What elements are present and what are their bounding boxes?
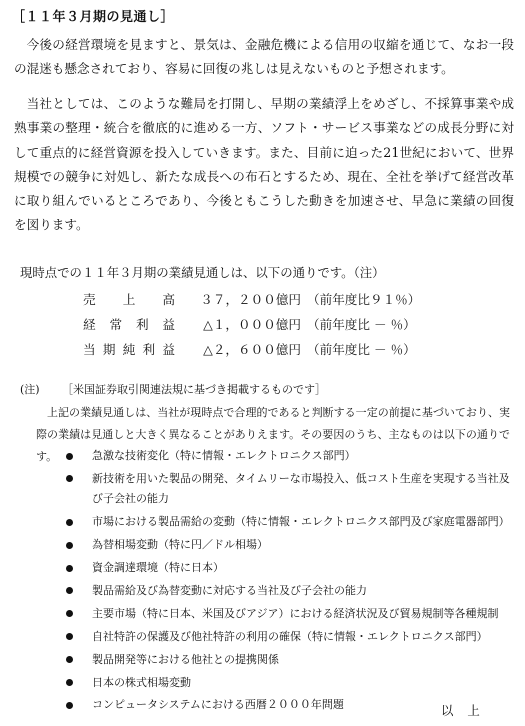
forecast-item-label: 当期純利益 — [83, 342, 175, 357]
list-item — [66, 512, 512, 533]
bullet-icon — [66, 565, 73, 572]
list-item — [66, 558, 512, 579]
bullet-icon — [66, 453, 73, 460]
note-paragraph: 上記の業績見通しは、当社が現時点で合理的であると判断する一定の前提に基づいており、実際の業績は見通しと大きく異なることがありえます。その要因のうち、主なものは以下の通りです。 — [36, 406, 510, 463]
forecast-item-label: 経常利益 — [83, 317, 175, 332]
list-item-text: 新技術を用いた製品の開発、タイムリーな市場投入、低コスト生産を実現する当社及び子会社の能力 — [92, 471, 510, 506]
bullet-icon — [66, 656, 73, 663]
forecast-item-label: 売上高 — [83, 292, 175, 307]
list-item-text: 主要市場（特に日本、米国及びアジア）における経済状況及び貿易規制等各種規制 — [92, 606, 499, 620]
note-heading — [20, 381, 326, 397]
closing-mark: 以上 — [441, 703, 494, 718]
table-row — [83, 311, 420, 336]
list-item — [66, 446, 512, 467]
forecast-table — [83, 286, 420, 361]
bullet-icon — [66, 702, 73, 709]
bullet-icon — [66, 633, 73, 640]
bullet-icon — [66, 475, 73, 482]
forecast-change: （前年度比９１％） — [307, 292, 421, 307]
forecast-change: （前年度比 － ％） — [307, 317, 416, 332]
bullet-icon — [66, 587, 73, 594]
section-heading: ［１１年３月期の見通し］ — [12, 10, 175, 25]
forecast-change: （前年度比 － ％） — [307, 342, 416, 357]
list-item-text: 製品開発等における他社との提携関係 — [92, 652, 279, 666]
table-row — [83, 336, 420, 361]
list-item — [66, 627, 512, 648]
list-item — [66, 535, 512, 556]
list-item — [66, 581, 512, 602]
list-item-text: 製品需給及び為替変動に対応する当社及び子会社の能力 — [92, 583, 367, 597]
note-marker: (注) — [20, 383, 40, 396]
forecast-value: ３７，２００億円 — [200, 292, 301, 307]
list-item-text: 市場における製品需給の変動（特に情報・エレクトロニクス部門及び家庭電器部門） — [92, 515, 510, 529]
outlook-paragraph-2: 当社としては、このような難局を打開し、早期の業績浮上をめざし、不採算事業や成熟事業の整理・統合を徹底的に進める一方、ソフト・サービス事業などの成長分野に対して重点的に経営資源を投入していきます。また、目前に迫った21世紀において、世界規模での競争に対処し、新たな成長への布石とするため、現在、全社を挙げて経営改革に取り組んでいるところであり、今後ともこうした動きを加速させ、早急に業績の回復を図ります。 — [14, 96, 514, 233]
forecast-intro: 現時点での１１年３月期の業績見通しは、以下の通りです。（注） — [20, 265, 385, 280]
note-title: ［米国証券取引関連法規に基づき掲載するものです］ — [62, 383, 326, 396]
list-item-text: 資金調達環境（特に日本） — [92, 561, 224, 575]
list-item — [66, 604, 512, 625]
list-item — [66, 673, 512, 694]
list-item — [66, 650, 512, 671]
forecast-value: △２，６００億円 — [203, 342, 301, 357]
bullet-icon — [66, 542, 73, 549]
list-item — [66, 469, 512, 510]
forecast-value: △１，０００億円 — [203, 317, 301, 332]
list-item-text: コンピュータシステムにおける西暦２０００年問題 — [92, 698, 344, 712]
list-item-text: 為替相場変動（特に円／ドル相場） — [92, 538, 268, 552]
risk-factor-list — [66, 446, 512, 718]
list-item-text: 急激な技術変化（特に情報・エレクトロニクス部門） — [92, 449, 356, 462]
table-row — [83, 286, 420, 311]
outlook-paragraph-1: 今後の経営環境を見ますと、景気は、金融危機による信用の収縮を通じて、なお一段の混迷も懸念されており、容易に回復の兆しは見えないものと予想されます。 — [14, 37, 514, 77]
bullet-icon — [66, 610, 73, 617]
bullet-icon — [66, 519, 73, 526]
bullet-icon — [66, 679, 73, 686]
list-item-text: 自社特許の保護及び他社特許の利用の確保（特に情報・エレクトロニクス部門） — [92, 629, 488, 643]
list-item-text: 日本の株式相場変動 — [92, 675, 191, 689]
